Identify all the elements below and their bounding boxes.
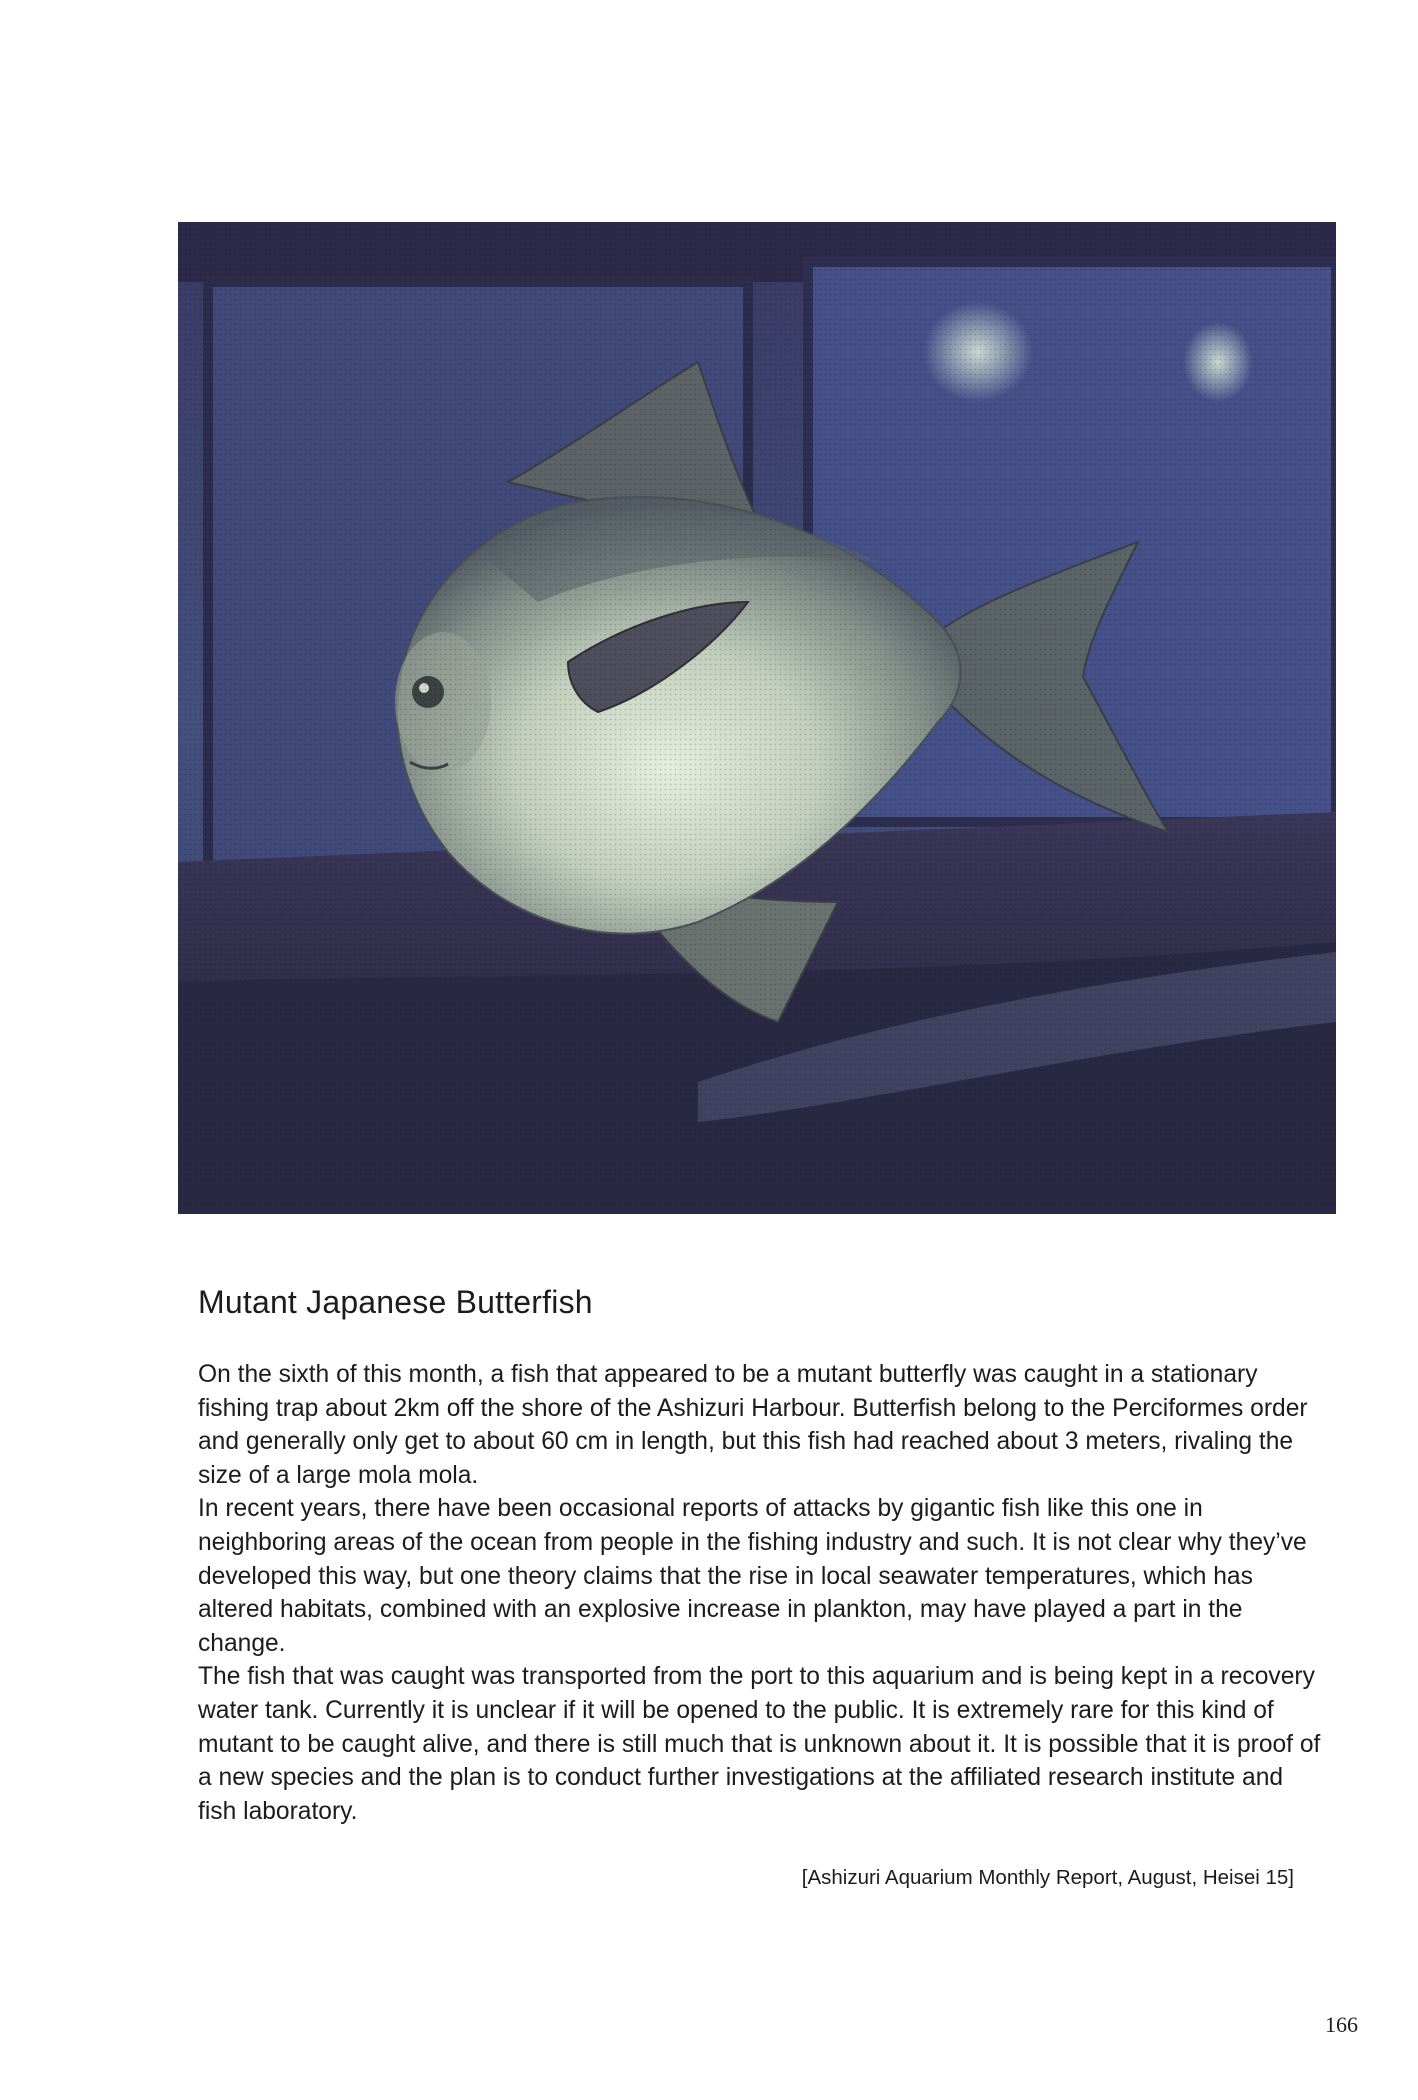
- paragraph: The fish that was caught was transported from the port to this aquarium and is being kept in a recovery water tank. Currently it is unclear if it will be opened to the public. It is extremely rare for this kind of mutant to be caught alive, and there is still much that is unknown about it. It is possible that it is proof of a new species and the plan is to conduct further investigations at the affiliated research institute and fish laboratory.: [198, 1663, 1321, 1825]
- page-number: 166: [1325, 2012, 1358, 2037]
- paragraph: In recent years, there have been occasional reports of attacks by gigantic fish like this one in neighboring areas of the ocean from people in the fishing industry and such. It is not clear why they’ve developed this way, but one theory claims that the rise in local seawater temperatures, which has altered habitats, combined with an explosive increase in plankton, may have played a part in the change.: [198, 1495, 1307, 1657]
- fish-photo: [178, 222, 1336, 1214]
- citation: [Ashizuri Aquarium Monthly Report, August, Heisei 15]: [801, 1866, 1294, 1889]
- paragraph: On the sixth of this month, a fish that appeared to be a mutant butterfly was caught in a stationary fishing trap about 2km off the shore of the Ashizuri Harbour. Butterfish belong to the Perciformes order and generally only get to about 60 cm in length, but this fish had reached about 3 meters, rivaling the size of a large mola mola.: [198, 1361, 1308, 1489]
- butterfish-illustration: [178, 222, 1336, 1214]
- article-title: Mutant Japanese Butterfish: [198, 1284, 593, 1320]
- article-body: [198, 1358, 1323, 1828]
